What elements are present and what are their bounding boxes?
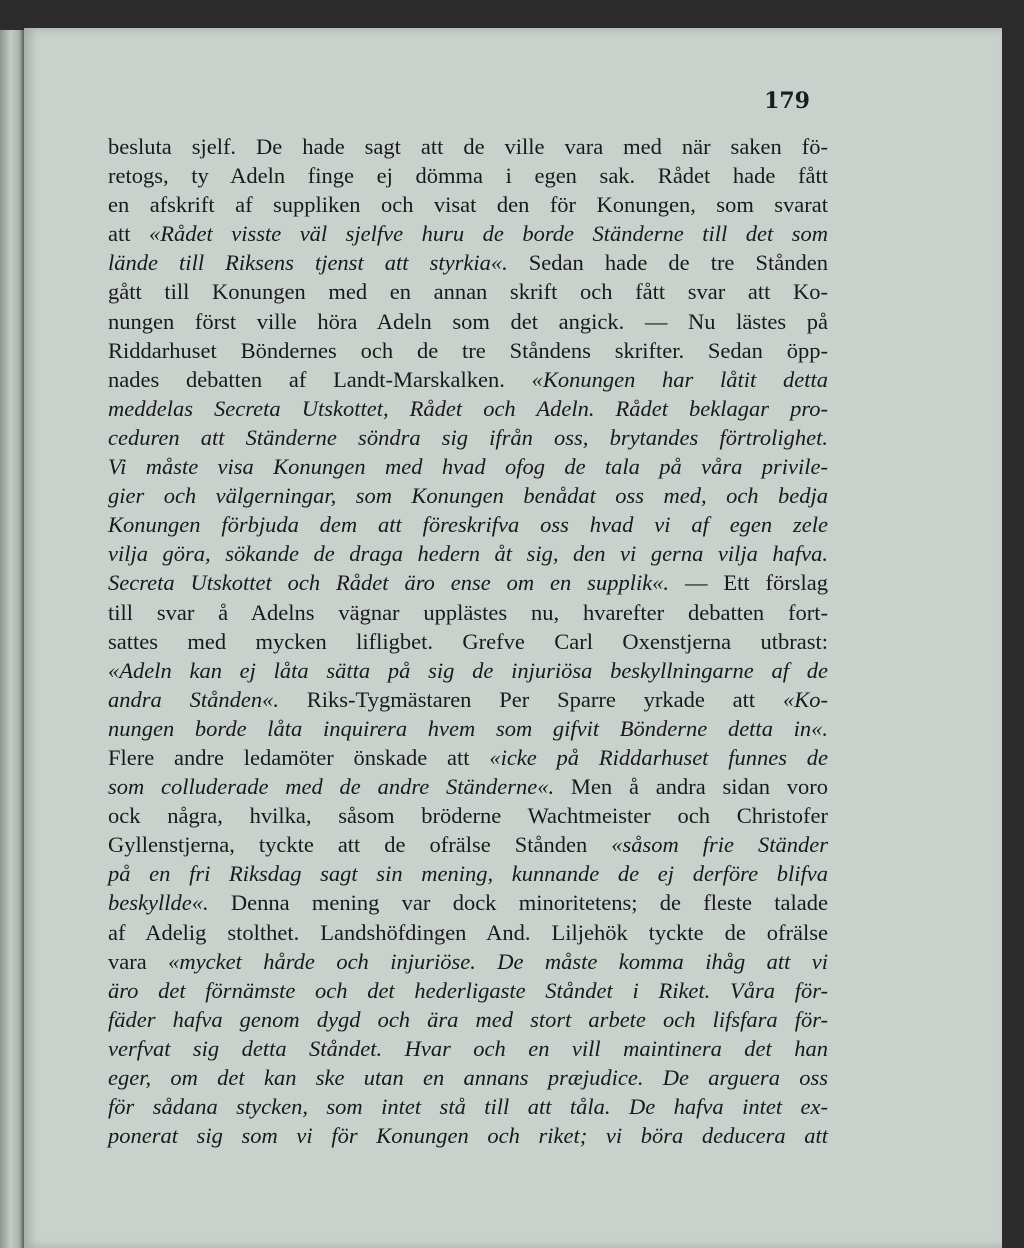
text-segment: vara bbox=[108, 948, 169, 974]
text-line bbox=[108, 685, 828, 714]
text-segment: ock några, hvilka, såsom bröderne Wachtmeister och Christofer bbox=[108, 803, 828, 829]
text-segment: Riks-Tygmästaren Per Sparre yrkade att bbox=[278, 686, 783, 712]
text-line bbox=[108, 190, 828, 219]
text-line bbox=[108, 277, 828, 306]
body-text bbox=[108, 132, 828, 1150]
text-line bbox=[108, 510, 828, 539]
text-line bbox=[108, 248, 828, 277]
text-line bbox=[108, 772, 828, 801]
text-segment: af Adelig stolthet. Landshöfdingen And. Liljehök tyckte de ofrälse bbox=[108, 919, 828, 945]
text-line bbox=[108, 830, 828, 859]
text-line bbox=[108, 1034, 828, 1063]
text-segment: Sedan hade de tre Stånden bbox=[507, 250, 828, 276]
text-line bbox=[108, 423, 828, 452]
text-line bbox=[108, 1063, 828, 1092]
text-line bbox=[108, 219, 828, 248]
italic-text-segment: «Rådet visste väl sjelfve huru de borde Ständerne till det som bbox=[148, 221, 828, 247]
text-line bbox=[108, 307, 828, 336]
text-line bbox=[108, 656, 828, 685]
italic-text-segment: gier och välgerningar, som Konungen benådat oss med, och bedja bbox=[108, 483, 828, 509]
italic-text-segment: på en fri Riksdag sagt sin mening, kunnande de ej derföre blifva bbox=[108, 861, 828, 887]
text-line bbox=[108, 132, 828, 161]
text-line bbox=[108, 598, 828, 627]
text-segment: Riddarhuset Böndernes och de tre Ståndens skrifter. Sedan öpp- bbox=[108, 337, 828, 363]
text-segment: Denna mening var dock minoritetens; de fleste talade bbox=[208, 890, 828, 916]
italic-text-segment: eger, om det kan ske utan en annans præjudice. De arguera oss bbox=[108, 1065, 828, 1090]
left-page-edge bbox=[0, 30, 24, 1248]
text-line bbox=[108, 1121, 828, 1150]
text-line bbox=[108, 365, 828, 394]
italic-text-segment: «Adeln kan ej låta sätta på sig de injuriösa beskyllningarne af de bbox=[108, 657, 828, 683]
text-line bbox=[108, 918, 828, 947]
page-number: 179 bbox=[764, 88, 810, 114]
italic-text-segment: Vi måste visa Konungen med hvad ofog de tala på våra privile- bbox=[108, 454, 828, 480]
italic-text-segment: nungen borde låta inquirera hvem som gifvit Bönderne detta in«. bbox=[108, 715, 828, 741]
text-line bbox=[108, 947, 828, 976]
italic-text-segment: «mycket hårde och injuriöse. De måste komma ihåg att vi bbox=[168, 948, 829, 974]
text-segment: retogs, ty Adeln finge ej dömma i egen sak. Rådet hade fått bbox=[108, 163, 828, 189]
text-segment: till svar å Adelns vägnar upplästes nu, hvarefter debatten fort- bbox=[108, 599, 828, 625]
italic-text-segment: verfvat sig detta Ståndet. Hvar och en vill maintinera det han bbox=[108, 1035, 828, 1061]
text-line bbox=[108, 888, 828, 917]
text-line bbox=[108, 539, 828, 568]
italic-text-segment: «Ko- bbox=[783, 686, 828, 712]
italic-text-segment: «Konungen har låtit detta bbox=[531, 366, 828, 392]
text-segment: gått till Konungen med en annan skrift och fått svar att Ko- bbox=[108, 279, 828, 305]
text-line bbox=[108, 714, 828, 743]
italic-text-segment: andra Stånden«. bbox=[108, 686, 279, 712]
italic-text-segment: äro det förnämste och det hederligaste Ståndet i Riket. Våra för- bbox=[108, 977, 828, 1003]
text-line bbox=[108, 1092, 828, 1121]
italic-text-segment: «såsom frie Ständer bbox=[611, 832, 828, 858]
text-line bbox=[108, 1005, 828, 1034]
italic-text-segment: fäder hafva genom dygd och ära med stort arbete och lifsfara för- bbox=[108, 1006, 828, 1032]
text-line bbox=[108, 976, 828, 1005]
italic-text-segment: ponerat sig som vi för Konungen och riket; vi böra deducera att bbox=[108, 1123, 828, 1149]
italic-text-segment: vilja göra, sökande de draga hedern åt sig, den vi gerna vilja hafva. bbox=[108, 541, 828, 567]
text-line bbox=[108, 859, 828, 888]
italic-text-segment: Secreta Utskottet och Rådet äro ense om en supplik«. bbox=[108, 570, 670, 596]
text-line bbox=[108, 452, 828, 481]
italic-text-segment: som colluderade med de andre Ständerne«. bbox=[108, 774, 555, 800]
text-line bbox=[108, 394, 828, 423]
italic-text-segment: meddelas Secreta Utskottet, Rådet och Adeln. Rådet beklagar pro- bbox=[108, 395, 828, 421]
italic-text-segment: beskyllde«. bbox=[108, 890, 209, 916]
text-line bbox=[108, 627, 828, 656]
text-segment: Gyllenstjerna, tyckte att de ofrälse Stånden bbox=[108, 832, 612, 858]
italic-text-segment: Konungen förbjuda dem att föreskrifva oss hvad vi af egen zele bbox=[108, 512, 828, 538]
text-segment: — Ett förslag bbox=[669, 570, 828, 596]
text-line bbox=[108, 161, 828, 190]
text-segment: Men å andra sidan voro bbox=[554, 774, 828, 800]
text-segment: besluta sjelf. De hade sagt att de ville vara med när saken fö- bbox=[108, 134, 828, 159]
book-page bbox=[24, 28, 1002, 1248]
text-segment: nades debatten af Landt-Marskalken. bbox=[108, 366, 532, 392]
text-line bbox=[108, 801, 828, 830]
text-line bbox=[108, 743, 828, 772]
text-line bbox=[108, 568, 828, 597]
text-line bbox=[108, 481, 828, 510]
italic-text-segment: ceduren att Ständerne söndra sig ifrån oss, brytandes förtrolighet. bbox=[108, 424, 828, 450]
italic-text-segment: för sådana stycken, som intet stå till att tåla. De hafva intet ex- bbox=[108, 1094, 828, 1120]
italic-text-segment: lände till Riksens tjenst att styrkia«. bbox=[108, 250, 508, 276]
text-segment: att bbox=[108, 221, 149, 247]
text-segment: nungen först ville höra Adeln som det angick. — Nu lästes på bbox=[108, 308, 828, 334]
italic-text-segment: «icke på Riddarhuset funnes de bbox=[489, 744, 828, 770]
text-line bbox=[108, 336, 828, 365]
text-segment: en afskrift af suppliken och visat den för Konungen, som svarat bbox=[108, 192, 828, 218]
text-segment: sattes med mycken lifligbet. Grefve Carl Oxenstjerna utbrast: bbox=[108, 628, 828, 654]
text-segment: Flere andre ledamöter önskade att bbox=[108, 744, 490, 770]
